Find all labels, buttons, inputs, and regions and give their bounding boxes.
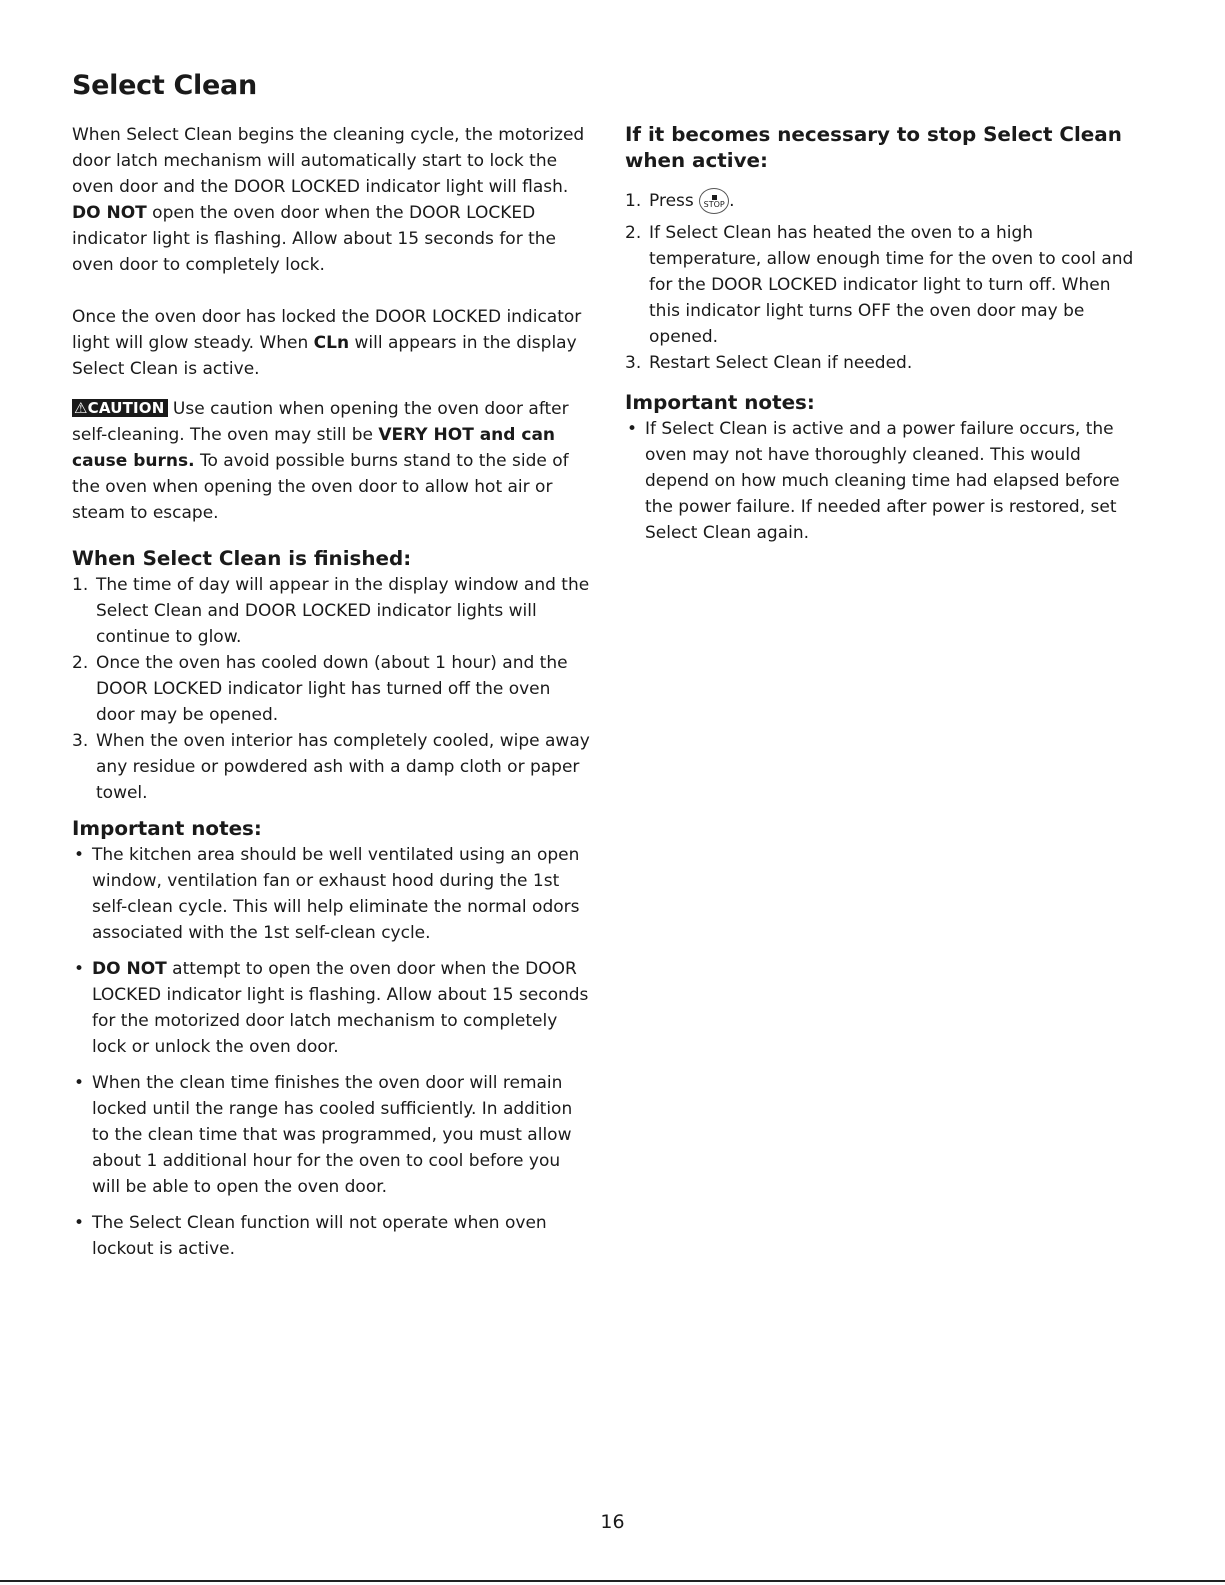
step-number: 3.: [625, 353, 642, 373]
note-text: The Select Clean function will not operate when oven lockout is active.: [92, 1213, 547, 1259]
notes-heading: Important notes:: [72, 817, 262, 840]
caution-text: To avoid possible burns stand to the side of the oven when opening the oven door to allow hot air or steam to escape.: [72, 451, 569, 523]
step-text: When the oven interior has completely cooled, wipe away any residue or powdered ash with a damp cloth or paper towel.: [96, 731, 590, 803]
list-item: [72, 956, 592, 1060]
stop-key-label: STOP: [703, 200, 725, 209]
notes-list: [72, 842, 592, 1262]
step-text: Restart Select Clean if needed.: [649, 353, 913, 373]
list-item: [625, 350, 1145, 376]
caution-paragraph: [72, 396, 592, 526]
cln-display-code: CLn: [313, 333, 350, 353]
finished-heading: When Select Clean is finished:: [72, 547, 412, 570]
list-item: [72, 842, 592, 946]
step-text: Once the oven has cooled down (about 1 hour) and the DOOR LOCKED indicator light has turned off the oven door may be opened.: [96, 653, 568, 725]
warning-icon: ⚠: [74, 399, 88, 417]
step-text: The time of day will appear in the display window and the Select Clean and DOOR LOCKED indicator lights will continue to glow.: [96, 575, 590, 647]
note-text: attempt to open the oven door when the DOOR LOCKED indicator light is flashing. Allow about 15 seconds for the motorized door latch mechanism to completely lock or unlock the oven door.: [92, 959, 589, 1057]
step-text: Press: [649, 191, 694, 211]
step-number: 2.: [72, 653, 89, 673]
caution-badge: [72, 399, 168, 417]
list-item: [72, 572, 592, 650]
bullet-mark: •: [74, 845, 85, 865]
bullet-mark: •: [74, 1213, 85, 1233]
right-column: [625, 122, 1145, 546]
bullet-mark: •: [74, 959, 85, 979]
bullet-mark: •: [74, 1073, 85, 1093]
do-not-emphasis: DO NOT: [92, 959, 167, 979]
page-title: Select Clean: [72, 70, 257, 101]
note-text: If Select Clean is active and a power failure occurs, the oven may not have thoroughly cleaned. This would depend on how much cleaning time had elapsed before the power failure. If needed after power is restored, set Select Clean again.: [645, 419, 1120, 543]
left-column: [72, 122, 592, 1272]
intro-paragraph-1: [72, 122, 592, 278]
intro-text: When Select Clean begins the cleaning cycle, the motorized door latch mechanism will automatically start to lock the oven door and the DOOR LOCKED indicator light will flash.: [72, 125, 585, 197]
list-item: [625, 188, 1145, 214]
list-item: [72, 1210, 592, 1262]
caution-emphasis: VERY HOT and can cause burns.: [72, 425, 556, 471]
step-text: .: [729, 191, 735, 211]
step-number: 3.: [72, 731, 89, 751]
list-item: [625, 416, 1145, 546]
page-number: 16: [600, 1511, 625, 1533]
intro-text: will appears in the display Select Clean is active.: [72, 333, 577, 379]
stop-key-icon: [699, 188, 729, 214]
caution-text: Use caution when opening the oven door after self-cleaning. The oven may still be: [72, 399, 569, 445]
stop-heading: If it becomes necessary to stop Select Clean when active:: [625, 123, 1122, 172]
step-number: 2.: [625, 223, 642, 243]
list-item: [625, 220, 1145, 350]
step-number: 1.: [72, 575, 89, 595]
list-item: [72, 650, 592, 728]
list-item: [72, 728, 592, 806]
caution-label: CAUTION: [87, 399, 165, 417]
intro-text: open the oven door when the DOOR LOCKED indicator light is flashing. Allow about 15 seconds for the oven door to completely lock.: [72, 203, 556, 275]
notes-list: [625, 416, 1145, 546]
note-text: When the clean time finishes the oven door will remain locked until the range has cooled sufficiently. In addition to the clean time that was programmed, you must allow about 1 additional hour for the oven to cool before you will be able to open the oven door.: [92, 1073, 573, 1197]
step-text: If Select Clean has heated the oven to a high temperature, allow enough time for the oven to cool and for the DOOR LOCKED indicator light to turn off. When this indicator light turns OFF the oven door may be opened.: [649, 223, 1134, 347]
notes-heading: Important notes:: [625, 391, 815, 414]
bottom-rule: [0, 1580, 1225, 1582]
do-not-emphasis: DO NOT: [72, 203, 147, 223]
list-item: [72, 1070, 592, 1200]
stop-steps-list: [625, 188, 1145, 376]
step-number: 1.: [625, 191, 642, 211]
finished-steps-list: [72, 572, 592, 806]
intro-text: Once the oven door has locked the DOOR LOCKED indicator light will glow steady. When: [72, 307, 582, 353]
bullet-mark: •: [627, 419, 638, 439]
intro-paragraph-2: [72, 304, 592, 382]
note-text: The kitchen area should be well ventilated using an open window, ventilation fan or exhaust hood during the 1st self-clean cycle. This will help eliminate the normal odors associated with the 1st self-clean cycle.: [92, 845, 580, 943]
